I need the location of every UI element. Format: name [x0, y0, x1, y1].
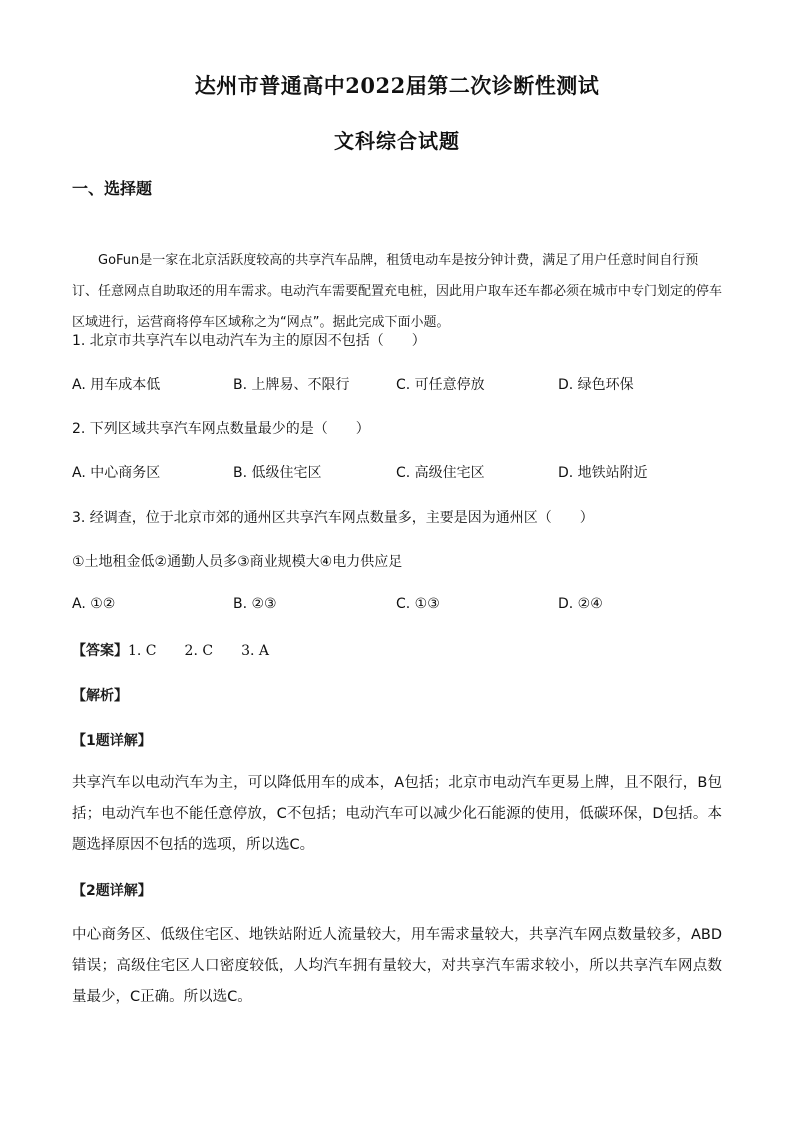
question-2-stem: 2. 下列区域共享汽车网点数量最少的是（ ） — [72, 421, 370, 437]
detail-1-label: 【1题详解】 — [72, 733, 152, 749]
analysis-label: 【解析】 — [72, 688, 128, 704]
question-1-option-d: D. 绿色环保 — [558, 377, 634, 393]
question-3-option-b: B. ②③ — [233, 596, 277, 612]
question-2-option-b: B. 低级住宅区 — [233, 465, 322, 481]
question-1-stem: 1. 北京市共享汽车以电动汽车为主的原因不包括（ ） — [72, 333, 426, 349]
question-1-option-c: C. 可任意停放 — [396, 377, 485, 393]
answer-2: 2. C — [184, 643, 214, 659]
question-2-option-d: D. 地铁站附近 — [558, 465, 648, 481]
exam-title: 达州市普通高中2022届第二次诊断性测试 — [194, 73, 600, 98]
question-3-option-a: A. ①② — [72, 596, 116, 612]
answer-label: 【答案】 — [72, 643, 128, 659]
question-3-stem: 3. 经调查，位于北京市郊的通州区共享汽车网点数量多，主要是因为通州区（ ） — [72, 510, 594, 526]
reading-passage: GoFun是一家在北京活跃度较高的共享汽车品牌，租赁电动车是按分钟计费，满足了用户任意时间自行预订、任意网点自助取还的用车需求。电动汽车需要配置充电桩，因此用户取车还车都必须在城市中专门划定的停车区域进行，运营商将停车区域称之为“网点”。据此完成下面小题。 — [72, 253, 723, 330]
question-2-option-a: A. 中心商务区 — [72, 465, 161, 481]
question-1-option-b: B. 上牌易、不限行 — [233, 377, 350, 393]
detail-1-text: 共享汽车以电动汽车为主，可以降低用车的成本，A包括；北京市电动汽车更易上牌，且不限行，B包括；电动汽车也不能任意停放，C不包括；电动汽车可以减少化石能源的使用，低碳环保，D包括。本题选择原因不包括的选项，所以选C。 — [72, 775, 722, 853]
section-title: 一、选择题 — [72, 179, 153, 198]
question-3-option-d: D. ②④ — [558, 596, 603, 612]
answer-line — [72, 640, 269, 660]
question-3-choices-list: ①土地租金低②通勤人员多③商业规模大④电力供应足 — [72, 554, 403, 570]
answer-3: 3. A — [241, 643, 269, 659]
exam-subtitle: 文科综合试题 — [334, 129, 460, 153]
question-3-option-c: C. ①③ — [396, 596, 440, 612]
detail-2-text: 中心商务区、低级住宅区、地铁站附近人流量较大，用车需求量较大，共享汽车网点数量较多，ABD错误；高级住宅区人口密度较低，人均汽车拥有量较大，对共享汽车需求较小，所以共享汽车网点数量最少，C正确。所以选C。 — [72, 927, 722, 1005]
detail-2-label: 【2题详解】 — [72, 883, 152, 899]
answer-1: 1. C — [128, 643, 157, 659]
question-1-option-a: A. 用车成本低 — [72, 377, 161, 393]
question-2-option-c: C. 高级住宅区 — [396, 465, 485, 481]
